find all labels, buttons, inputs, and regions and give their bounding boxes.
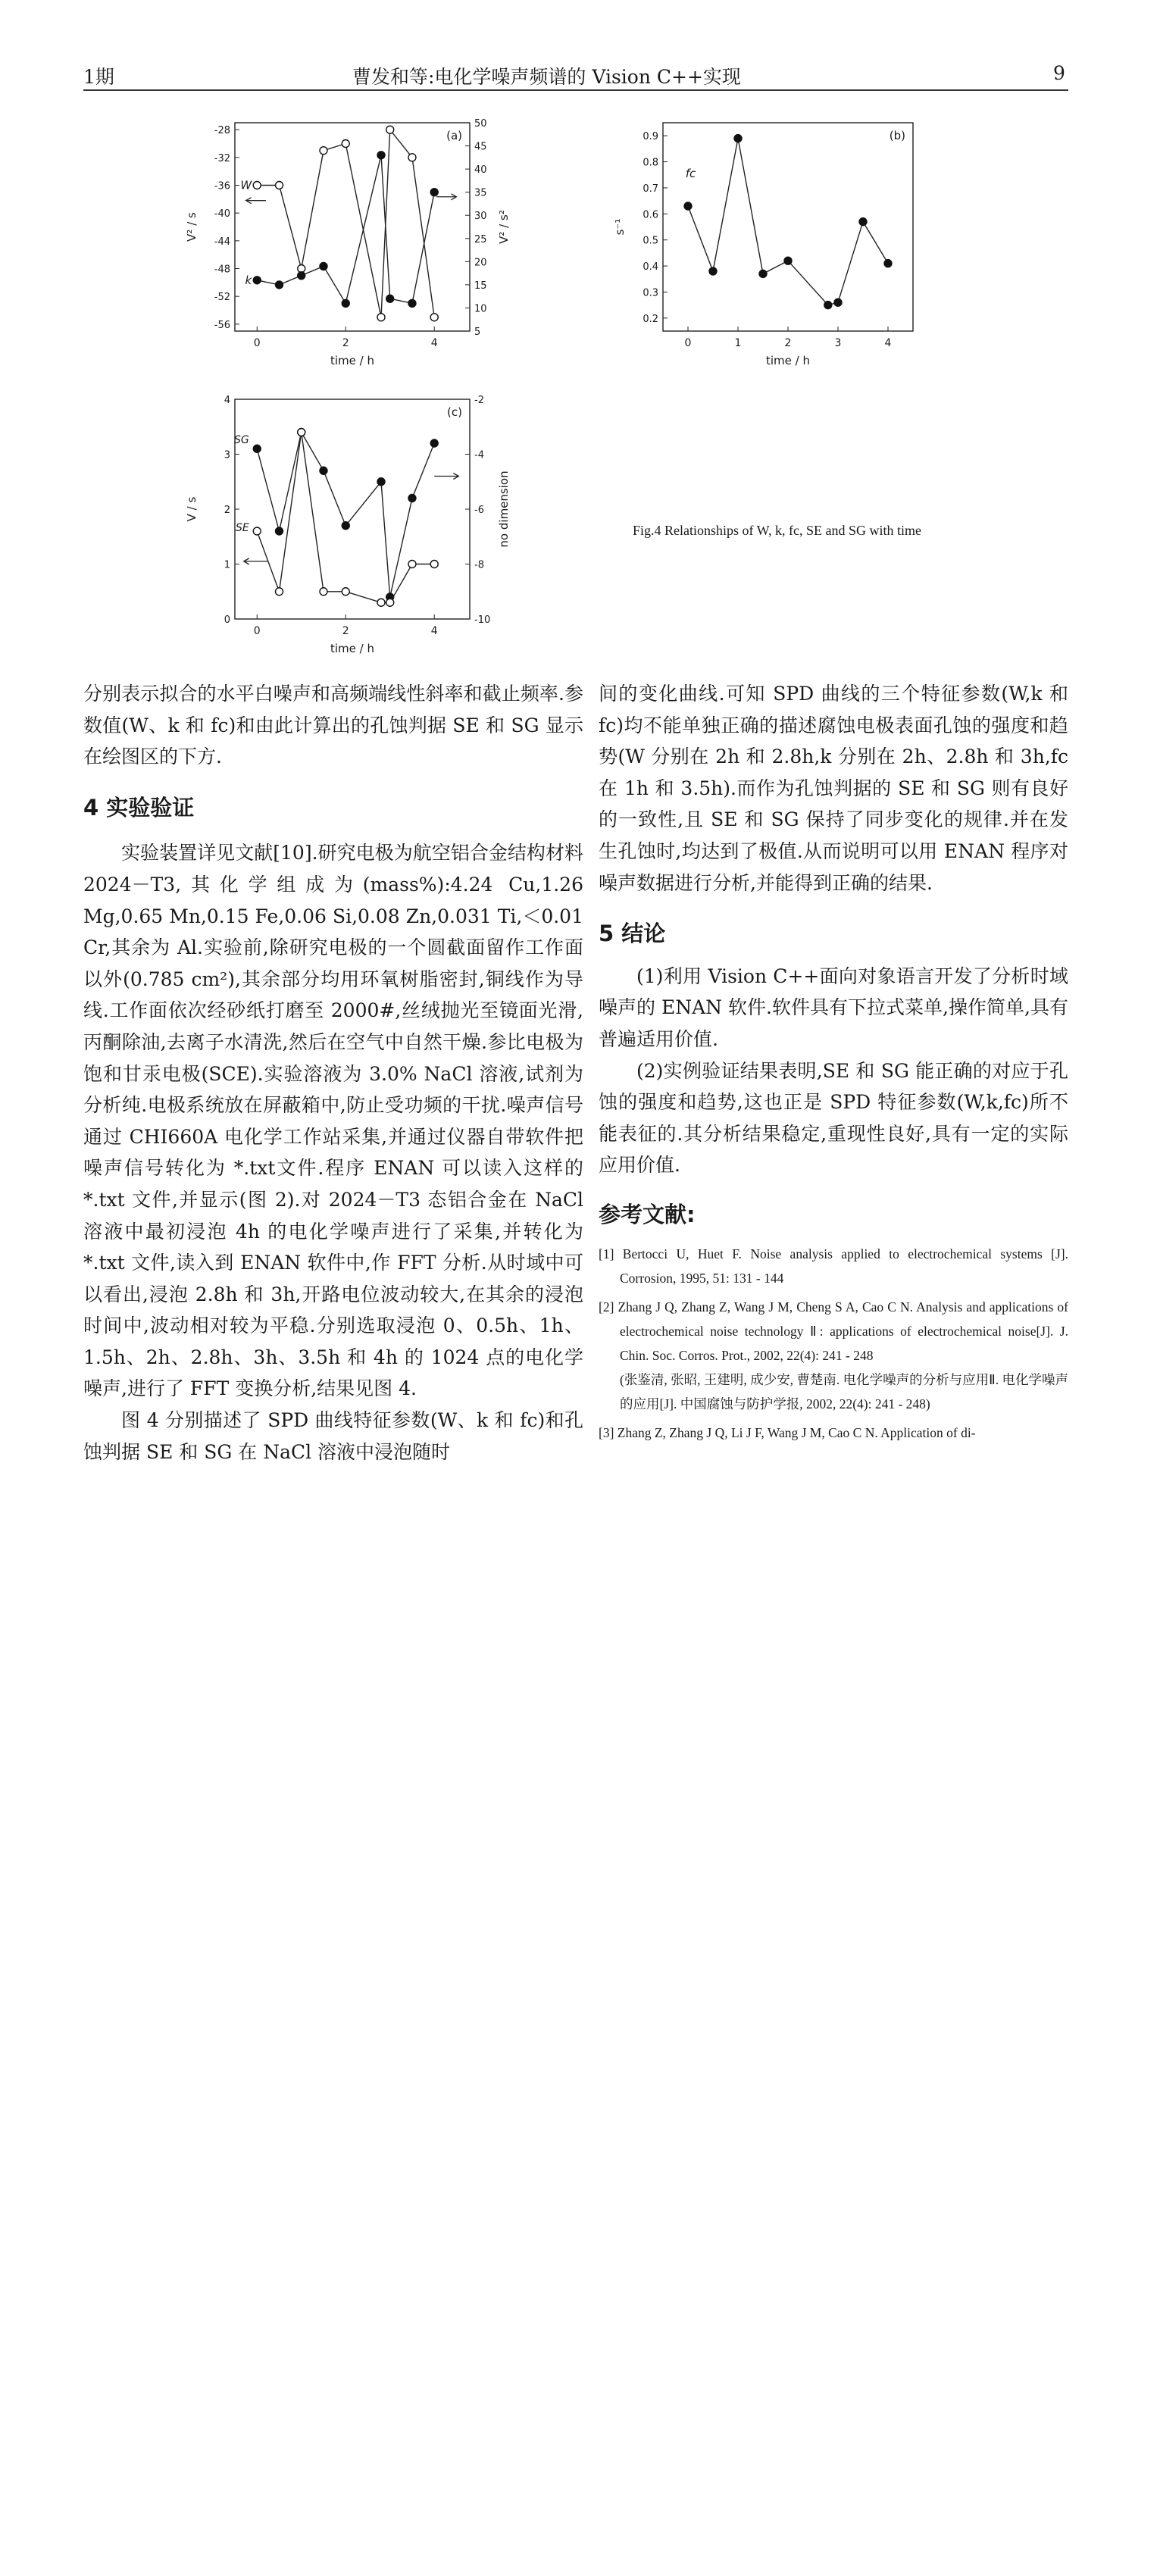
data-point-SE: [342, 588, 349, 596]
data-point-k: [275, 281, 283, 289]
data-point-fc: [734, 135, 742, 142]
data-point-W: [408, 154, 416, 161]
y-tick-label: 0.3: [643, 287, 658, 299]
y2-tick-label: 50: [474, 118, 487, 130]
y-tick-label: 0.5: [643, 235, 658, 247]
data-point-SE: [275, 588, 283, 596]
data-point-SE: [377, 599, 385, 606]
y2-tick-label: -8: [474, 559, 484, 571]
data-point-SE: [298, 429, 305, 436]
data-point-k: [320, 262, 327, 270]
data-point-k: [430, 189, 438, 196]
x-tick-label: 3: [834, 337, 842, 349]
y-tick-label: 4: [224, 395, 230, 406]
y-axis-label: V² / s: [185, 212, 199, 242]
data-point-SG: [320, 467, 327, 474]
section-5-heading: 5 结论: [599, 921, 666, 947]
y-tick-label: 2: [224, 505, 230, 516]
series-label: W: [240, 178, 252, 192]
series-line-fc: [685, 139, 888, 305]
reference-3: [3] Zhang Z, Zhang J Q, Li J F, Wang J M, Cao C N. Application of di-: [599, 1424, 976, 1440]
data-point-k: [386, 295, 394, 302]
data-point-fc: [884, 260, 892, 267]
y-tick-label: -48: [214, 264, 230, 276]
y2-tick-label: 5: [474, 327, 481, 338]
data-point-SG: [377, 478, 385, 486]
series-label: fc: [685, 167, 696, 181]
data-point-SG: [253, 445, 261, 452]
y2-tick-label: 20: [474, 257, 487, 269]
left-column: [83, 678, 583, 1468]
y-tick-label: 0.7: [643, 183, 658, 195]
series-label: SG: [233, 434, 249, 446]
y-tick-label: -44: [214, 236, 230, 248]
data-point-W: [342, 140, 349, 148]
plot-frame: [663, 123, 913, 331]
data-point-k: [253, 277, 261, 284]
x-axis-label: time / h: [330, 642, 374, 655]
experiment-paragraph: 实验装置详见文献[10].研究电极为航空铝合金结构材料 2024－T3,其化学组成为(mass%):4.24 Cu,1.26 Mg,0.65 Mn,0.15 Fe,0.06 Si,0.08 Zn,0.031 Ti,＜0.01 Cr,其余为 Al.实验前,除研究电极的一个圆截面留作工作面以外(0.785 cm²),其余部分均用环氧树脂密封,铜线作为导线.工作面依次经砂纸打磨至 2000#,丝绒抛光至镜面光滑,丙酮除油,去离子水清洗,然后在空气中自然干燥.参比电极为饱和甘汞电极(SCE).实验溶液为 3.0% NaCl 溶液,试剂为分析纯.电极系统放在屏蔽箱中,防止受功频的干扰.噪声信号通过 CHI660A 电化学工作站采集,并通过仪器自带软件把噪声信号转化为 *.txt文件.程序 ENAN 可以读入这样的 *.txt 文件,并显示(图 2).对 2024－T3 态铝合金在 NaCl 溶液中最初浸泡 4h 的电化学噪声进行了采集,并转化为 *.txt 文件,读入到 ENAN 软件中,作 FFT 分析.从时域中可以看出,浸泡 2.8h 和 3h,开路电位波动较大,在其余的浸泡时间中,波动相对较为平稳.分别选取浸泡 0、0.5h、1h、1.5h、2h、2.8h、3h、3.5h 和 4h 的 1024 点的电化学噪声,进行了 FFT 变换分析,结果见图 4.: [83, 842, 583, 1400]
y-tick-label: 1: [224, 559, 230, 571]
panel-label: (a): [446, 129, 462, 142]
data-point-SE: [386, 599, 394, 606]
data-point-SG: [408, 495, 416, 502]
y2-tick-label: 10: [474, 303, 487, 315]
x-tick-label: 4: [884, 337, 892, 349]
data-point-W: [386, 126, 394, 133]
y-tick-label: 0.8: [643, 157, 658, 169]
data-point-fc: [824, 302, 832, 309]
series-label: k: [245, 273, 252, 287]
x-tick-label: 0: [253, 337, 261, 349]
reference-2-chinese: (张鉴清, 张昭, 王建明, 成少安, 曹楚南. 电化学噪声的分析与应用Ⅱ. 电化学噪声的应用[J]. 中国腐蚀与防护学报, 2002, 22(4): 241 - 248): [620, 1371, 1068, 1411]
panel-label: (c): [447, 405, 462, 419]
data-point-fc: [684, 202, 692, 210]
y2-tick-label: -4: [474, 449, 484, 461]
running-title: 曹发和等:电化学噪声频谱的 Vision C++实现: [352, 66, 741, 88]
data-point-fc: [859, 218, 867, 226]
data-point-SE: [408, 561, 416, 568]
y-tick-label: -36: [214, 180, 230, 192]
data-point-SE: [430, 561, 438, 568]
y2-tick-label: 30: [474, 211, 487, 223]
x-tick-label: 2: [784, 337, 792, 349]
reference-1: [1] Bertocci U, Huet F. Noise analysis applied to electrochemical systems [J]. Corrosion, 1995, 51: 131 - 144: [599, 1246, 1068, 1286]
figure4-paragraph: 图 4 分别描述了 SPD 曲线特征参数(W、k 和 fc)和孔蚀判据 SE 和 SG 在 NaCl 溶液中浸泡随时: [83, 1409, 583, 1463]
figure-caption: Fig.4 Relationships of W, k, fc, SE and SG with time: [633, 523, 921, 538]
y2-tick-label: 15: [474, 280, 487, 292]
x-axis-label: time / h: [766, 354, 810, 367]
data-point-SE: [253, 527, 261, 535]
y2-axis-label: V² / s²: [497, 210, 511, 244]
series-line-k: [257, 155, 434, 303]
issue-label: 1期: [83, 66, 114, 88]
y2-tick-label: 35: [474, 187, 487, 199]
continued-paragraph: 间的变化曲线.可知 SPD 曲线的三个特征参数(W,k 和 fc)均不能单独正确的描述腐蚀电极表面孔蚀的强度和趋势(W 分别在 2h 和 2.8h,k 分别在 2h、2.8h 和 3h,fc 在 1h 和 3.5h).而作为孔蚀判据的 SE 和 SG 则有良好的一致性,且 SE 和 SG 保持了同步变化的规律.并在发生孔蚀时,均达到了极值.从而说明可以用 ENAN 程序对噪声数据进行分析,并能得到正确的结果.: [599, 683, 1068, 894]
plot-frame: [235, 123, 470, 331]
data-point-k: [298, 272, 305, 280]
figure-panel-a: [174, 114, 568, 386]
header-rule: [83, 89, 1068, 91]
y2-tick-label: -6: [474, 505, 484, 516]
y-tick-label: 3: [224, 449, 230, 461]
figure-panel-b: [606, 114, 977, 386]
y-tick-label: -40: [214, 208, 230, 220]
y-tick-label: -32: [214, 152, 230, 164]
references-list: [599, 1242, 1068, 1445]
panel-label: (b): [889, 129, 905, 142]
data-point-W: [275, 182, 283, 189]
data-point-fc: [834, 299, 842, 306]
figure-panel-c: [174, 390, 568, 674]
references-heading: 参考文献:: [599, 1201, 696, 1227]
data-point-W: [320, 147, 327, 155]
y-tick-label: 0.9: [643, 131, 658, 143]
right-column: [599, 678, 1068, 1445]
x-tick-label: 2: [342, 625, 349, 637]
x-tick-label: 0: [253, 625, 261, 637]
reference-2: [2] Zhang J Q, Zhang Z, Wang J M, Cheng S A, Cao C N. Analysis and applications of electrochemical noise technology Ⅱ: applications of electrochemical noise[J]. J. Chin. Soc. Corros. Prot., 2002, 22(4): 241 - 248: [599, 1299, 1068, 1363]
y-axis-label: s⁻¹: [613, 218, 627, 236]
data-point-k: [377, 152, 385, 159]
data-point-fc: [709, 267, 717, 275]
x-tick-label: 0: [684, 337, 692, 349]
y-tick-label: 0.6: [643, 209, 658, 221]
y-axis-label: V / s: [185, 496, 199, 522]
x-tick-label: 4: [430, 625, 438, 637]
y-tick-label: 0: [224, 614, 230, 626]
data-point-k: [408, 299, 416, 307]
conclusion-1: (1)利用 Vision C++面向对象语言开发了分析时域噪声的 ENAN 软件.软件具有下拉式菜单,操作简单,具有普遍适用价值.: [599, 964, 1068, 1050]
conclusion-2: (2)实例验证结果表明,SE 和 SG 能正确的对应于孔蚀的强度和趋势,这也正是 SPD 特征参数(W,k,fc)所不能表征的.其分析结果稳定,重现性良好,具有一定的实际应用价值.: [599, 1059, 1068, 1177]
series-line-W: [257, 130, 434, 317]
data-point-fc: [759, 270, 767, 277]
plot-frame: [235, 399, 470, 619]
data-point-SG: [342, 522, 349, 530]
x-tick-label: 2: [342, 337, 349, 349]
y2-tick-label: -2: [474, 395, 484, 406]
x-tick-label: 1: [734, 337, 742, 349]
y2-axis-label: no dimension: [497, 470, 511, 548]
y2-tick-label: 40: [474, 164, 487, 177]
series-label: SE: [235, 522, 249, 534]
x-axis-label: time / h: [330, 354, 374, 367]
y2-tick-label: 25: [474, 233, 487, 245]
y-tick-label: 0.2: [643, 313, 658, 325]
page-number: 9: [1053, 62, 1065, 84]
section-4-heading: 4 实验验证: [83, 794, 195, 821]
y-tick-label: -56: [214, 319, 230, 331]
y2-tick-label: 45: [474, 141, 487, 153]
y-tick-label: -52: [214, 292, 230, 304]
x-tick-label: 4: [430, 337, 438, 349]
y-tick-label: 0.4: [643, 261, 658, 274]
intro-paragraph: 分别表示拟合的水平白噪声和高频端线性斜率和截止频率.参数值(W、k 和 fc)和由此计算出的孔蚀判据 SE 和 SG 显示在绘图区的下方.: [83, 683, 583, 768]
y2-tick-label: -10: [474, 614, 491, 626]
data-point-SG: [275, 527, 283, 535]
y-tick-label: -28: [214, 125, 230, 137]
data-point-k: [342, 299, 349, 307]
data-point-SE: [320, 588, 327, 596]
data-point-W: [430, 314, 438, 321]
data-point-W: [377, 314, 385, 321]
data-point-SG: [430, 439, 438, 447]
data-point-fc: [784, 257, 792, 264]
data-point-W: [253, 182, 261, 189]
